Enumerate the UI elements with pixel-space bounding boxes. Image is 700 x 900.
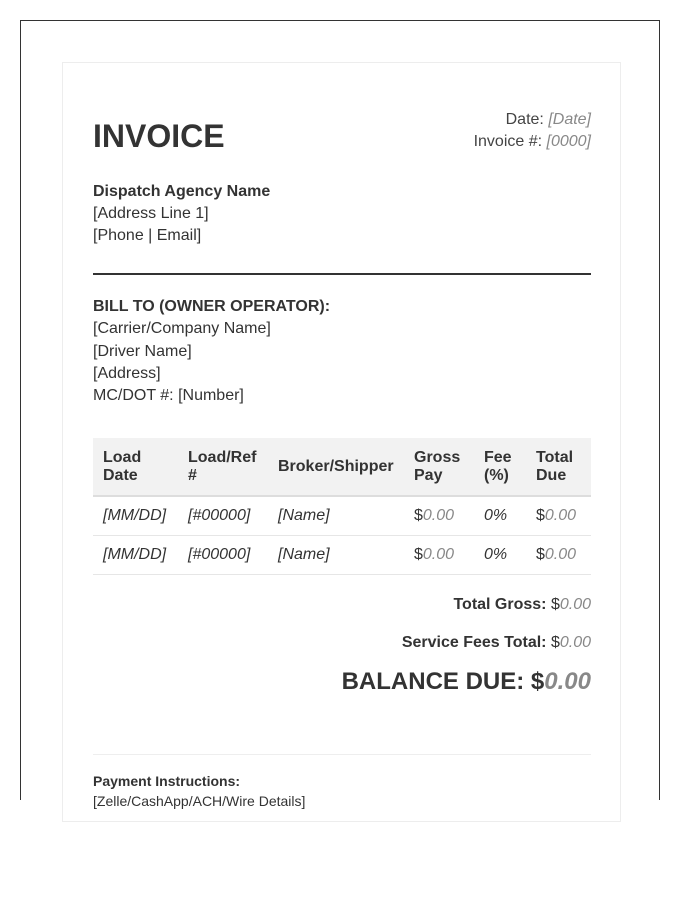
bill-to-heading: BILL TO (OWNER OPERATOR):: [93, 298, 331, 315]
agency-address: [Address Line 1]: [93, 205, 209, 222]
currency-symbol: $: [414, 546, 423, 563]
date-label: Date:: [505, 111, 544, 128]
header-broker-shipper: Broker/Shipper: [268, 438, 404, 496]
payment-instructions-label: Payment Instructions:: [93, 773, 241, 789]
cell-total-due: [526, 536, 591, 575]
total-amount: 0.00: [544, 507, 577, 524]
bill-to-driver: [Driver Name]: [93, 342, 192, 360]
cell-broker: [Name]: [268, 496, 404, 536]
service-fees-label: Service Fees Total:: [401, 634, 547, 651]
bill-to-company: [Carrier/Company Name]: [93, 320, 271, 338]
table-row: [93, 496, 591, 536]
document-frame: [20, 20, 660, 809]
balance-due-value: 0.00: [544, 668, 591, 695]
header-fee: Fee (%): [474, 438, 526, 496]
cell-fee: 0%: [474, 536, 526, 575]
cell-load-date: [MM/DD]: [93, 496, 178, 536]
currency-symbol: $: [414, 507, 423, 524]
currency-symbol: $: [536, 507, 545, 524]
cell-total-due: [526, 496, 591, 536]
cell-gross-pay: [404, 536, 474, 575]
agency-name: Dispatch Agency Name: [93, 183, 271, 200]
mc-dot-label: MC/DOT #:: [93, 387, 174, 405]
service-fees-line: [342, 625, 591, 663]
invoice-meta: [474, 109, 591, 153]
mc-dot-value: [Number]: [178, 387, 244, 405]
header-load-date: Load Date: [93, 438, 178, 496]
invoice-date-line: [474, 109, 591, 131]
total-gross-value: 0.00: [559, 596, 591, 613]
bill-to-mc-dot: [93, 385, 330, 407]
payment-instructions-details: [Zelle/CashApp/ACH/Wire Details]: [93, 793, 306, 809]
cell-fee: 0%: [474, 496, 526, 536]
bill-to-address: [Address]: [93, 364, 161, 382]
header-divider: [93, 273, 591, 275]
totals-block: [342, 587, 591, 697]
invoice-number-label: Invoice #:: [473, 133, 543, 150]
invoice-title: INVOICE: [93, 118, 225, 154]
cell-load-date: [MM/DD]: [93, 536, 178, 575]
total-amount: 0.00: [544, 546, 577, 563]
balance-due-line: [342, 667, 591, 697]
gross-amount: 0.00: [422, 546, 455, 563]
header-total-due: Total Due: [526, 438, 591, 496]
currency-symbol: $: [550, 634, 560, 651]
date-value: [Date]: [548, 111, 591, 128]
cell-load-ref: [#00000]: [178, 496, 268, 536]
loads-table: [93, 438, 591, 575]
payment-block: [93, 771, 305, 811]
total-gross-line: [342, 587, 591, 625]
cell-load-ref: [#00000]: [178, 536, 268, 575]
currency-symbol: $: [530, 668, 545, 695]
footer-divider: [93, 754, 591, 755]
gross-amount: 0.00: [422, 507, 455, 524]
invoice-page: [62, 62, 621, 822]
balance-due-label: BALANCE DUE:: [341, 668, 525, 695]
invoice-number-value: [0000]: [546, 133, 591, 150]
table-header-row: [93, 438, 591, 496]
header-gross-pay: Gross Pay: [404, 438, 474, 496]
currency-symbol: $: [550, 596, 560, 613]
invoice-number-line: [474, 131, 591, 153]
service-fees-value: 0.00: [559, 634, 591, 651]
table-row: [93, 536, 591, 575]
agency-block: [93, 181, 270, 247]
header-load-ref: Load/Ref #: [178, 438, 268, 496]
total-gross-label: Total Gross:: [453, 596, 547, 613]
currency-symbol: $: [536, 546, 545, 563]
agency-contact: [Phone | Email]: [93, 227, 202, 244]
cell-broker: [Name]: [268, 536, 404, 575]
cell-gross-pay: [404, 496, 474, 536]
bill-to-block: [93, 296, 330, 407]
